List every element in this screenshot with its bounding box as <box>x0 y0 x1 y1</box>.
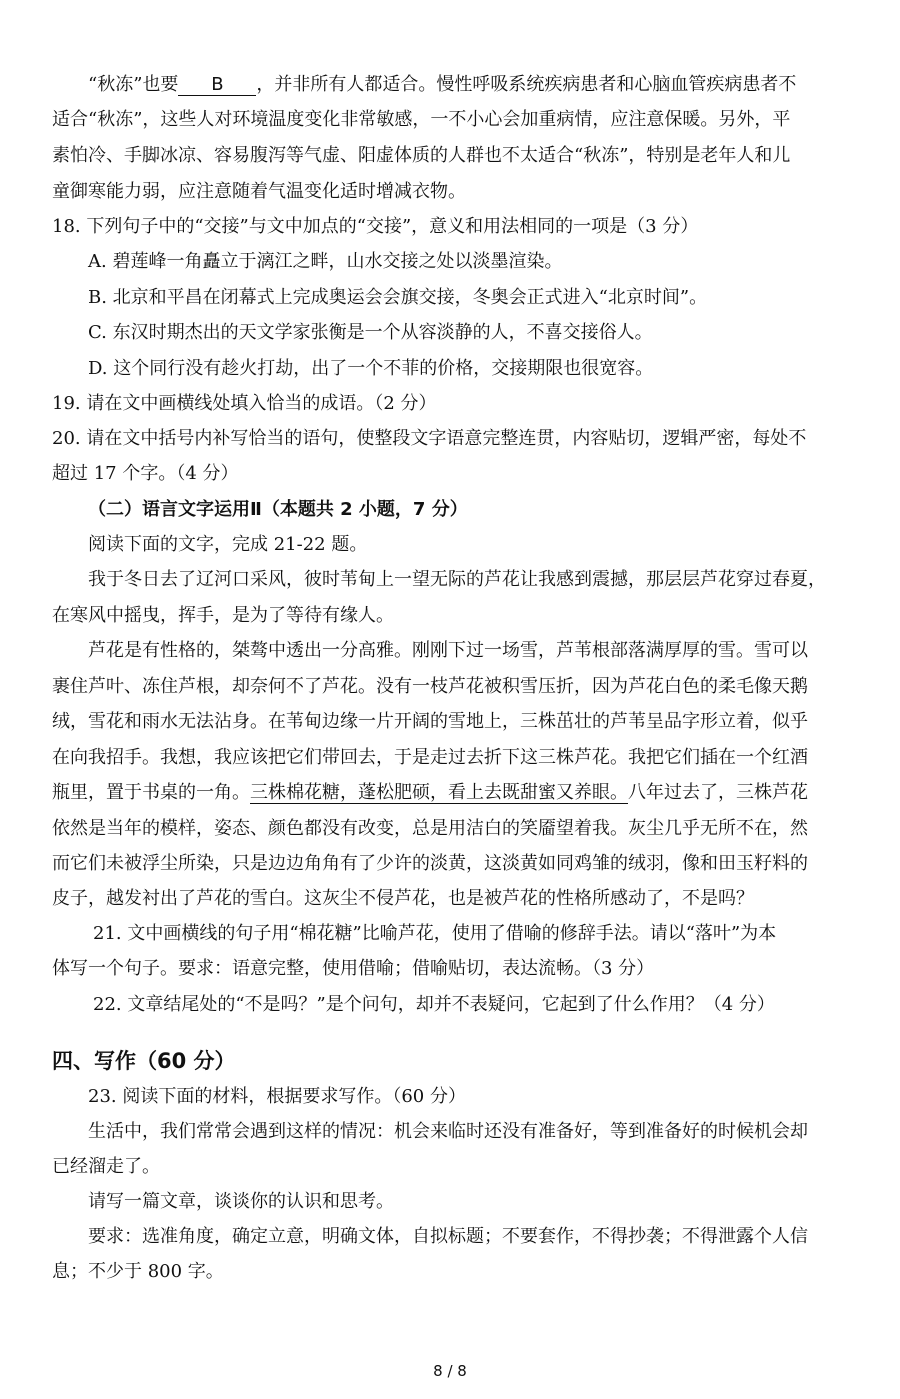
q18-option-b: B. 北京和平昌在闭幕式上完成奥运会会旗交接，冬奥会正式进入“北京时间”。 <box>88 287 708 308</box>
reading-instruction: 阅读下面的文字，完成 21-22 题。 <box>88 534 368 555</box>
q23: 23. 阅读下面的材料，根据要求写作。（60 分） <box>88 1086 466 1107</box>
page-number: 8 / 8 <box>433 1362 467 1380</box>
q18-option-c: C. 东汉时期杰出的天文学家张衡是一个从容淡静的人，不喜交接俗人。 <box>88 322 653 343</box>
essay-p2-line-1: 芦花是有性格的，桀骜中透出一分高雅。刚刚下过一场雪，芦苇根部落满厚厚的雪。雪可以 <box>88 640 808 661</box>
material-line-1: 生活中，我们常常会遇到这样的情况：机会来临时还没有准备好，等到准备好的时候机会却 <box>88 1121 808 1142</box>
passage-line-1: “秋冻”也要 B ，并非所有人都适合。慢性呼吸系统疾病患者和心脑血管疾病患者不 <box>88 74 797 95</box>
answer-blank: B <box>178 75 256 96</box>
material-line-2: 已经溜走了。 <box>52 1156 160 1177</box>
q20-line-1: 20. 请在文中括号内补写恰当的语句，使整段文字语意完整连贯，内容贴切，逻辑严密，每处不 <box>52 428 807 449</box>
essay-p2-line-6: 依然是当年的模样，姿态、颜色都没有改变，总是用洁白的笑靥望着我。灰尘几乎无所不在，然 <box>52 818 808 839</box>
q21-line-1: 21. 文中画横线的句子用“棉花糖”比喻芦花，使用了借喻的修辞手法。请以“落叶”为本 <box>93 923 777 944</box>
q18-option-a: A. 碧莲峰一角矗立于漓江之畔，山水交接之处以淡墨渲染。 <box>88 251 563 272</box>
essay-p1-line-2: 在寒风中摇曳，挥手，是为了等待有缘人。 <box>52 605 394 626</box>
q22: 22. 文章结尾处的“不是吗？”是个问句，却并不表疑问，它起到了什么作用？（4 分） <box>93 994 775 1015</box>
essay-p2-line-8: 皮子，越发衬出了芦花的雪白。这灰尘不侵芦花，也是被芦花的性格所感动了，不是吗？ <box>52 888 754 909</box>
requirements-line-1: 要求：选准角度，确定立意，明确文体，自拟标题；不要套作，不得抄袭；不得泄露个人信 <box>88 1226 808 1247</box>
q21-line-2: 体写一个句子。要求：语意完整，使用借喻；借喻贴切，表达流畅。（3 分） <box>52 958 655 979</box>
q18-option-d: D. 这个同行没有趁火打劫，出了一个不菲的价格，交接期限也很宽容。 <box>88 358 654 379</box>
section-title-writing: 四、写作（60 分） <box>52 1049 236 1073</box>
section-title-language-use-2: （二）语言文字运用Ⅱ（本题共 2 小题，7 分） <box>88 499 468 520</box>
essay-p2-line-5: 瓶里，置于书桌的一角。三株棉花糖，蓬松肥硕，看上去既甜蜜又养眼。八年过去了，三株芦花 <box>52 782 808 803</box>
underlined-sentence: 三株棉花糖，蓬松肥硕，看上去既甜蜜又养眼。 <box>250 782 628 803</box>
q19: 19. 请在文中画横线处填入恰当的成语。（2 分） <box>52 393 437 414</box>
passage-line-4: 童御寒能力弱，应注意随着气温变化适时增减衣物。 <box>52 181 466 202</box>
q18-stem: 18. 下列句子中的“交接”与文中加点的“交接”，意义和用法相同的一项是（3 分） <box>52 216 699 237</box>
essay-p2-line-2: 裹住芦叶、冻住芦根，却奈何不了芦花。没有一枝芦花被积雪压折，因为芦花白色的柔毛像天鹅 <box>52 676 808 697</box>
essay-p2-line-7: 而它们未被浮尘所染，只是边边角角有了少许的淡黄，这淡黄如同鸡雏的绒羽，像和田玉籽料的 <box>52 853 808 874</box>
writing-prompt: 请写一篇文章，谈谈你的认识和思考。 <box>88 1191 394 1212</box>
essay-p1-line-1: 我于冬日去了辽河口采风，彼时苇甸上一望无际的芦花让我感到震撼，那层层芦花穿过春夏， <box>88 569 826 590</box>
essay-p2-line-3: 绒，雪花和雨水无法沾身。在苇甸边缘一片开阔的雪地上，三株茁壮的芦苇呈品字形立着，似乎 <box>52 711 808 732</box>
q20-line-2: 超过 17 个字。（4 分） <box>52 463 239 484</box>
passage-line-2: 适合“秋冻”，这些人对环境温度变化非常敏感，一不小心会加重病情，应注意保暖。另外，平 <box>52 109 791 130</box>
requirements-line-2: 息；不少于 800 字。 <box>52 1261 224 1282</box>
passage-line-3: 素怕冷、手脚冰凉、容易腹泻等气虚、阳虚体质的人群也不太适合“秋冻”，特别是老年人和儿 <box>52 145 791 166</box>
essay-p2-line-4: 在向我招手。我想，我应该把它们带回去，于是走过去折下这三株芦花。我把它们插在一个红酒 <box>52 747 808 768</box>
